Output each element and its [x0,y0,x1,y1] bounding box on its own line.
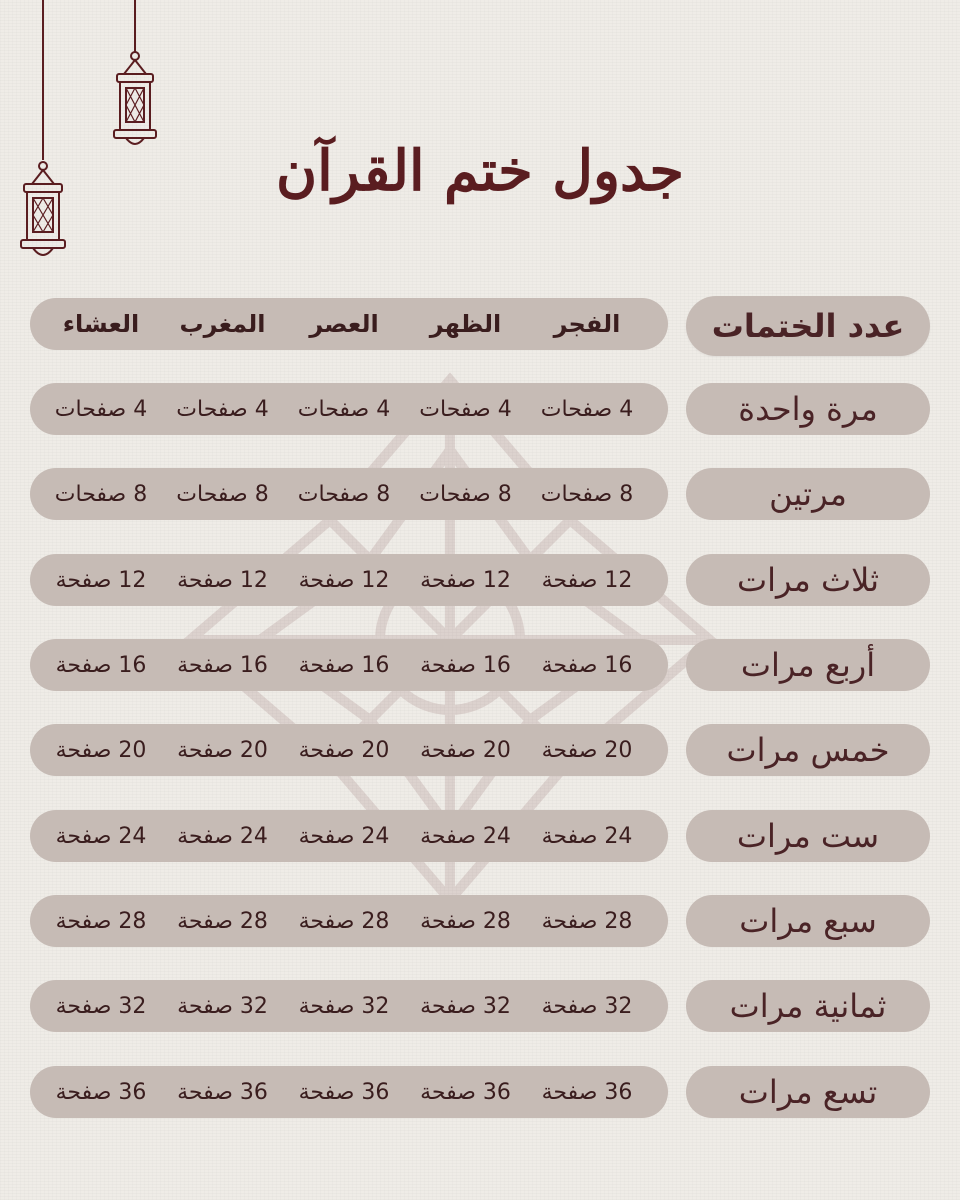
cell-fajr: 8 صفحات [540,481,634,507]
row-label: مرتين [686,468,930,520]
cell-dhuhr: 12 صفحة [420,567,511,593]
cell-dhuhr: 16 صفحة [420,652,511,678]
cell-maghrib: 28 صفحة [177,908,268,934]
cell-dhuhr: 20 صفحة [420,737,511,763]
cell-asr: 36 صفحة [298,1079,390,1105]
cell-maghrib: 4 صفحات [176,396,269,422]
cell-fajr: 16 صفحة [541,652,633,678]
row-values-pill [30,383,668,435]
cell-asr: 12 صفحة [298,567,390,593]
table-row [0,383,960,439]
cell-dhuhr: 24 صفحة [420,823,511,849]
cell-fajr: 4 صفحات [540,396,634,422]
cell-maghrib: 16 صفحة [177,652,268,678]
khatmat-count-header: عدد الختمات [686,296,930,356]
cell-maghrib: 32 صفحة [177,993,268,1019]
cell-isha: 32 صفحة [55,993,147,1019]
cell-fajr: 36 صفحة [541,1079,633,1105]
cell-maghrib: 36 صفحة [177,1079,268,1105]
cell-maghrib: 24 صفحة [177,823,268,849]
cell-fajr: 28 صفحة [541,908,633,934]
row-values-pill [30,810,668,862]
hanging-lantern-icon [21,0,65,255]
table-row [0,810,960,866]
cell-maghrib: 12 صفحة [177,567,268,593]
cell-isha: 20 صفحة [55,737,147,763]
cell-isha: 12 صفحة [55,567,147,593]
table-row [0,468,960,524]
table-row [0,895,960,951]
row-label: تسع مرات [686,1066,930,1118]
cell-isha: 8 صفحات [54,481,148,507]
cell-isha: 28 صفحة [55,908,147,934]
row-label: أربع مرات [686,639,930,691]
cell-dhuhr: 28 صفحة [420,908,511,934]
row-values-pill [30,980,668,1032]
prayer-fajr-header: الفجر [553,310,621,338]
cell-dhuhr: 8 صفحات [419,481,512,507]
cell-asr: 8 صفحات [297,481,391,507]
cell-dhuhr: 36 صفحة [420,1079,511,1105]
cell-fajr: 12 صفحة [541,567,633,593]
table-row [0,980,960,1036]
row-label: مرة واحدة [686,383,930,435]
cell-asr: 32 صفحة [298,993,390,1019]
cell-asr: 28 صفحة [298,908,390,934]
row-label: ست مرات [686,810,930,862]
prayer-maghrib-header: المغرب [179,310,266,338]
cell-asr: 20 صفحة [298,737,390,763]
row-label: خمس مرات [686,724,930,776]
row-values-pill [30,724,668,776]
table-row [0,1066,960,1122]
row-values-pill [30,468,668,520]
row-values-pill [30,895,668,947]
prayer-dhuhr-header: الظهر [429,310,502,338]
cell-isha: 24 صفحة [55,823,147,849]
hanging-lantern-icon [114,0,156,144]
prayers-header-pill [30,298,668,350]
cell-asr: 4 صفحات [297,396,391,422]
row-label: سبع مرات [686,895,930,947]
table-row [0,724,960,780]
header-row [0,298,960,354]
row-values-pill [30,554,668,606]
cell-dhuhr: 32 صفحة [420,993,511,1019]
cell-fajr: 20 صفحة [541,737,633,763]
row-label: ثلاث مرات [686,554,930,606]
cell-isha: 16 صفحة [55,652,147,678]
cell-maghrib: 20 صفحة [177,737,268,763]
table-row [0,554,960,610]
prayer-isha-header: العشاء [62,310,140,338]
cell-isha: 4 صفحات [54,396,148,422]
cell-dhuhr: 4 صفحات [419,396,512,422]
page-title: جدول ختم القرآن [275,138,685,204]
prayer-asr-header: العصر [309,310,379,338]
cell-maghrib: 8 صفحات [176,481,269,507]
cell-fajr: 24 صفحة [541,823,633,849]
cell-fajr: 32 صفحة [541,993,633,1019]
cell-asr: 16 صفحة [298,652,390,678]
table-row [0,639,960,695]
row-values-pill [30,1066,668,1118]
row-label: ثمانية مرات [686,980,930,1032]
cell-asr: 24 صفحة [298,823,390,849]
cell-isha: 36 صفحة [55,1079,147,1105]
row-values-pill [30,639,668,691]
